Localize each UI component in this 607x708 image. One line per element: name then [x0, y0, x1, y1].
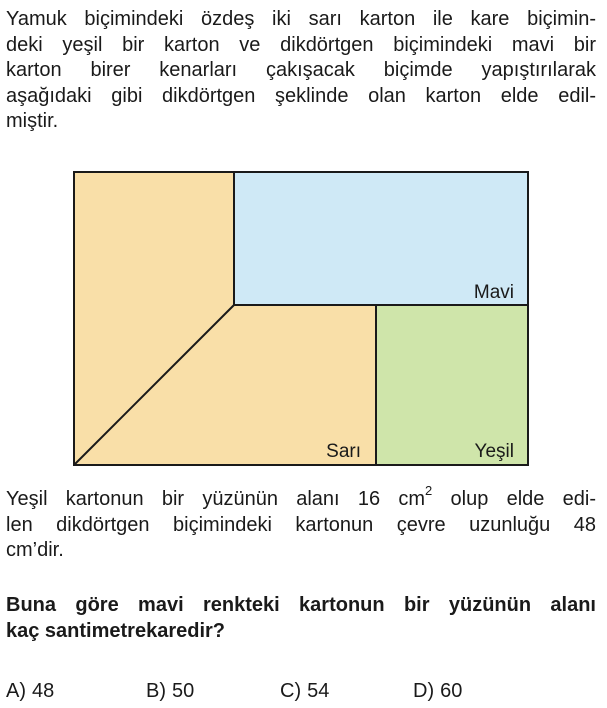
intro-line: Yamuk biçimindeki özdeş iki sarı karton ile kare biçimin- [6, 8, 596, 30]
intro-line: aşağıdaki gibi dikdörtgen şeklinde olan karton elde edil- [6, 84, 596, 107]
option-label: B) [146, 680, 166, 702]
question-text [6, 593, 596, 644]
green-label: Yeşil [474, 441, 514, 462]
option-d[interactable] [413, 680, 462, 703]
option-value: 54 [307, 680, 330, 702]
intro-line: deki yeşil bir karton ve dikdörtgen biçimindeki mavi bir [6, 33, 596, 56]
blue-label: Mavi [473, 282, 514, 303]
option-b[interactable] [146, 680, 194, 703]
area-unit-exponent: 2 [425, 483, 433, 499]
info-line1-tail: olup elde edi- [432, 488, 596, 510]
intro-line: karton birer kenarları çakışacak biçimde yapıştırılarak [6, 59, 596, 81]
option-label: A) [6, 680, 26, 702]
problem-info-text [6, 483, 596, 564]
option-value: 50 [172, 680, 195, 702]
option-label: C) [280, 680, 302, 702]
yellow-label: Sarı [326, 441, 361, 462]
option-a[interactable] [6, 680, 54, 703]
question-line: kaç santimetrekaredir? [6, 619, 226, 642]
info-line: cm’dir. [6, 539, 64, 561]
answer-options [6, 680, 606, 706]
option-label: D) [413, 680, 435, 702]
intro-line: miştir. [6, 110, 59, 132]
info-line [6, 483, 596, 513]
option-value: 48 [32, 680, 55, 702]
info-line: len dikdörtgen biçimindeki kartonun çevre uzunluğu 48 [6, 513, 596, 536]
question-line: Buna göre mavi renkteki kartonun bir yüzünün alanı [6, 594, 596, 616]
info-line1-text: Yeşil kartonun bir yüzünün alanı 16 cm [6, 488, 426, 510]
option-c[interactable] [280, 680, 329, 703]
option-value: 60 [440, 680, 463, 702]
